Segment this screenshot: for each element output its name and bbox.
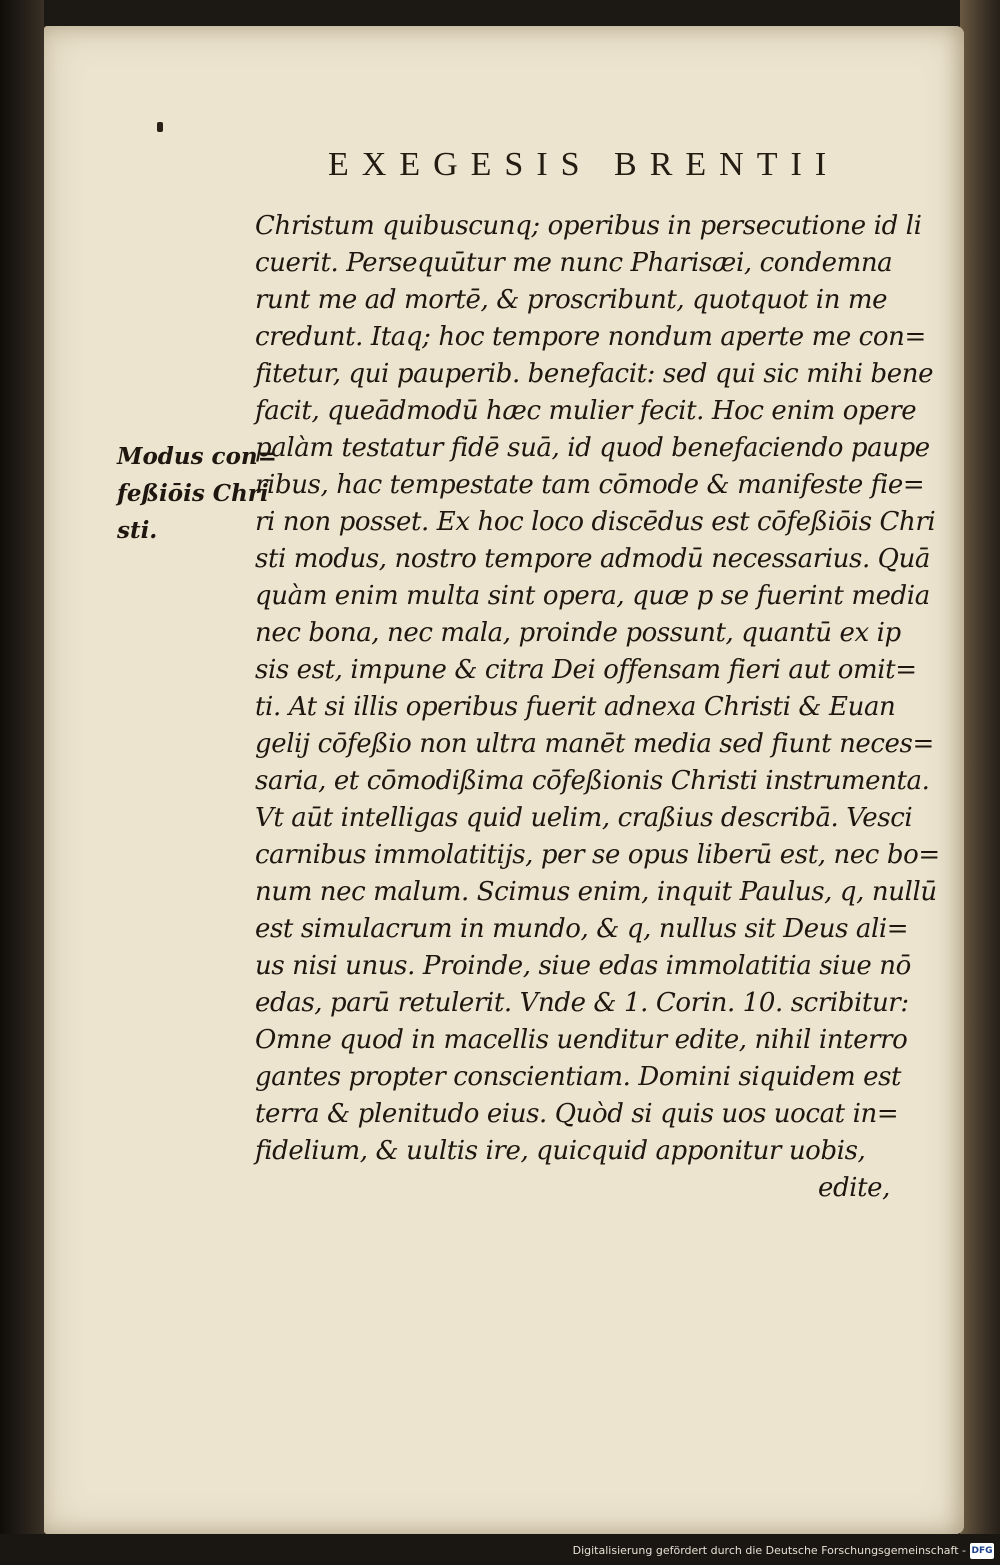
margin-note: [117, 438, 277, 549]
text-line: nec bona, nec mala, proinde possunt, quantū ex ip: [255, 618, 901, 648]
margin-note-line: feßiōis Chri: [117, 480, 269, 507]
text-line: Vt aūt intelligas quid uelim, craßius describā. Vesci: [255, 803, 913, 833]
binding-edge-left: [0, 0, 44, 1565]
page-mark: [157, 122, 163, 132]
text-line: credunt. Itaq; hoc tempore nondum aperte me con=: [255, 322, 926, 352]
text-line: saria, et cōmodißima cōfeßionis Christi instrumenta.: [255, 766, 930, 796]
text-line: terra & plenitudo eius. Quòd si quis uos uocat in=: [255, 1099, 899, 1129]
text-line: edas, parū retulerit. Vnde & 1. Corin. 10. scribitur:: [255, 988, 909, 1018]
text-line: ribus, hac tempestate tam cōmode & manifeste fie=: [255, 470, 925, 500]
text-line: fidelium, & uultis ire, quicquid apponitur uobis,: [255, 1136, 866, 1166]
text-line: Christum quibuscunq; operibus in persecutione id li: [255, 211, 922, 241]
catchword: edite,: [817, 1173, 890, 1203]
text-line: runt me ad mortē, & proscribunt, quotquot in me: [255, 285, 888, 315]
text-line: ri non posset. Ex hoc loco discēdus est cōfeßiōis Chri: [255, 507, 936, 537]
text-line: est simulacrum in mundo, & q, nullus sit Deus ali=: [255, 914, 909, 944]
margin-note-line: Modus con=: [117, 443, 277, 470]
book-edge-right: [960, 0, 1000, 1540]
text-line: cuerit. Persequūtur me nunc Pharisæi, condemna: [255, 248, 893, 278]
digitization-credit: Digitalisierung gefördert durch die Deutsche Forschungsgemeinschaft -: [572, 1544, 966, 1557]
footer-bar: [0, 1534, 1000, 1565]
running-head: EXEGESIS BRENTII: [328, 146, 840, 183]
text-line: carnibus immolatitijs, per se opus liberū est, nec bo=: [255, 840, 940, 870]
text-line: facit, queādmodū hæc mulier fecit. Hoc enim opere: [255, 396, 917, 426]
dfg-logo: DFG: [970, 1543, 994, 1559]
text-line: fitetur, qui pauperib. benefacit: sed qui sic mihi bene: [255, 359, 934, 389]
text-line: us nisi unus. Proinde, siue edas immolatitia siue nō: [255, 951, 911, 981]
text-line: Omne quod in macellis uenditur edite, nihil interro: [255, 1025, 908, 1055]
text-line: palàm testatur fidē suā, id quod benefaciendo paupe: [255, 433, 930, 463]
text-line: quàm enim multa sint opera, quæ p se fuerint media: [255, 581, 930, 611]
text-line: ti. At si illis operibus fuerit adnexa Christi & Euan: [255, 692, 896, 722]
text-line: gantes propter conscientiam. Domini siquidem est: [255, 1062, 902, 1092]
body-text: [255, 208, 940, 1207]
text-line: sis est, impune & citra Dei offensam fieri aut omit=: [255, 655, 917, 685]
text-line: gelij cōfeßio non ultra manēt media sed fiunt neces=: [255, 729, 934, 759]
text-line: num nec malum. Scimus enim, inquit Paulus, q, nullū: [255, 877, 937, 907]
margin-note-line: sti.: [117, 517, 158, 544]
text-line: sti modus, nostro tempore admodū necessarius. Quā: [255, 544, 931, 574]
